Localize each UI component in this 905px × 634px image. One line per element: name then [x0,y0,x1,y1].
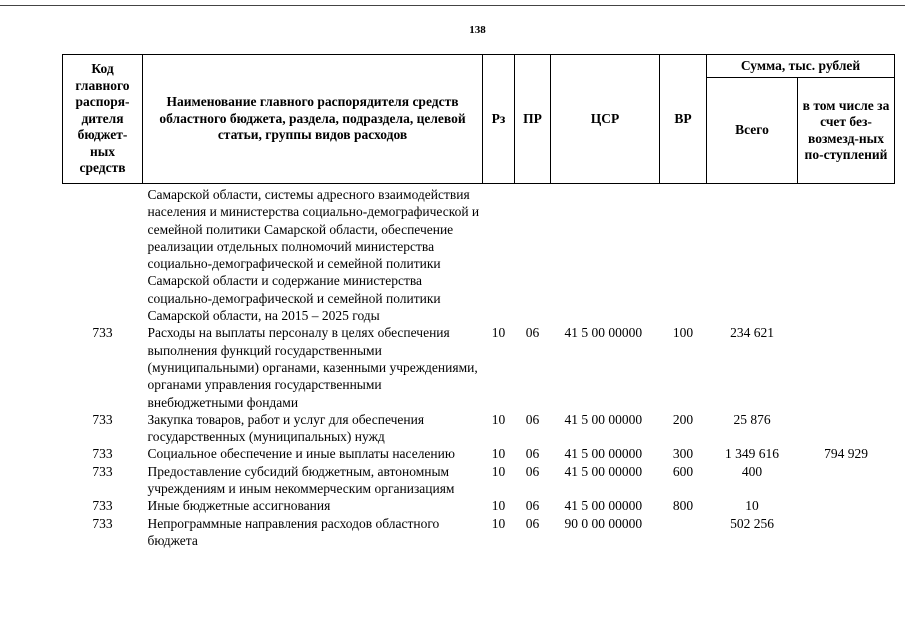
header-vr: ВР [660,55,707,184]
header-code: Код главного распоря-дителя бюджет-ных средств [63,55,143,184]
cell-rz: 10 [491,515,506,531]
table-row [63,411,895,446]
cell-vr [660,515,707,550]
table-row [63,515,895,550]
cell-name: Предоставление субсидий бюджетным, автономным учреждениям и иным некоммерческим организациям [147,463,455,497]
cell-code: 733 [92,446,113,462]
cell-total [707,184,798,325]
cell-free [798,184,895,325]
cell-name: Социальное обеспечение и иные выплаты населению [147,446,455,462]
header-total: Всего [707,78,798,184]
cell-vr [660,184,707,325]
cell-pr: 06 [525,515,540,531]
cell-code: 733 [92,411,113,427]
cell-vr: 100 [672,325,694,341]
cell-free [798,515,895,550]
cell-name: Расходы на выплаты персоналу в целях обеспечения выполнения функций государственными (муниципальными) органами, казенными учреждениями, органами управления государственными внебюджетными фондами [147,325,478,410]
cell-pr [515,184,551,325]
cell-code: 733 [92,463,113,479]
table-row [63,497,895,514]
cell-rz [483,184,515,325]
cell-rz: 10 [491,325,506,341]
cell-free [798,411,895,446]
cell-code [63,184,143,325]
cell-free: 794 929 [824,446,868,462]
cell-csr: 41 5 00 00000 [564,446,643,462]
cell-rz: 10 [491,498,506,514]
cell-csr: 90 0 00 00000 [564,515,643,531]
header-name: Наименование главного распорядителя средств областного бюджета, раздела, подраздела, целевой статьи, группы видов расходов [143,55,483,184]
budget-table [62,54,895,549]
cell-vr: 600 [672,463,694,479]
cell-total: 1 349 616 [725,446,779,462]
cell-name: Иные бюджетные ассигнования [147,498,331,514]
cell-rz: 10 [491,463,506,479]
cell-free [798,463,895,498]
cell-pr: 06 [525,446,540,462]
cell-rz: 10 [491,411,506,427]
cell-name: Непрограммные направления расходов областного бюджета [147,515,440,548]
header-row-1 [63,55,895,78]
cell-total: 400 [741,463,763,479]
cell-rz: 10 [491,446,506,462]
cell-pr: 06 [525,411,540,427]
table-row [63,463,895,498]
cell-name: Самарской области, системы адресного взаимодействия населения и министерства социально-демографической и семейной политики Самарской области, обеспечение реализации отдельных полномочий министерства социально-демографической и семейной политики Самарской области и содержание министерства социально-демографической и семейной политики Самарской области, на 2015 – 2025 годы [147,187,480,324]
cell-vr: 200 [672,411,694,427]
cell-pr: 06 [525,498,540,514]
cell-total: 234 621 [730,325,774,341]
cell-code: 733 [92,515,113,531]
header-pr: ПР [515,55,551,184]
table-row [63,445,895,462]
cell-csr: 41 5 00 00000 [564,411,643,427]
cell-free [798,497,895,514]
cell-total: 10 [745,498,759,514]
header-free: в том числе за счет без-возмезд-ных по-ступлений [798,78,895,184]
cell-vr: 300 [672,446,694,462]
cell-csr [551,184,660,325]
top-rule [0,5,905,6]
table-row [63,324,895,410]
header-csr: ЦСР [551,55,660,184]
cell-code: 733 [92,498,113,514]
cell-pr: 06 [525,463,540,479]
cell-total: 502 256 [730,515,774,531]
cell-pr: 06 [525,325,540,341]
cell-name: Закупка товаров, работ и услуг для обеспечения государственных (муниципальных) нужд [147,411,425,445]
cell-csr: 41 5 00 00000 [564,463,643,479]
header-rz: Рз [483,55,515,184]
page-number: 138 [469,24,486,36]
table-row [63,184,895,325]
cell-free [798,324,895,410]
cell-code: 733 [92,325,113,341]
cell-csr: 41 5 00 00000 [564,498,643,514]
header-sum-group: Сумма, тыс. рублей [707,55,895,78]
cell-total: 25 876 [733,411,771,427]
cell-csr: 41 5 00 00000 [564,325,643,341]
cell-vr: 800 [672,498,694,514]
